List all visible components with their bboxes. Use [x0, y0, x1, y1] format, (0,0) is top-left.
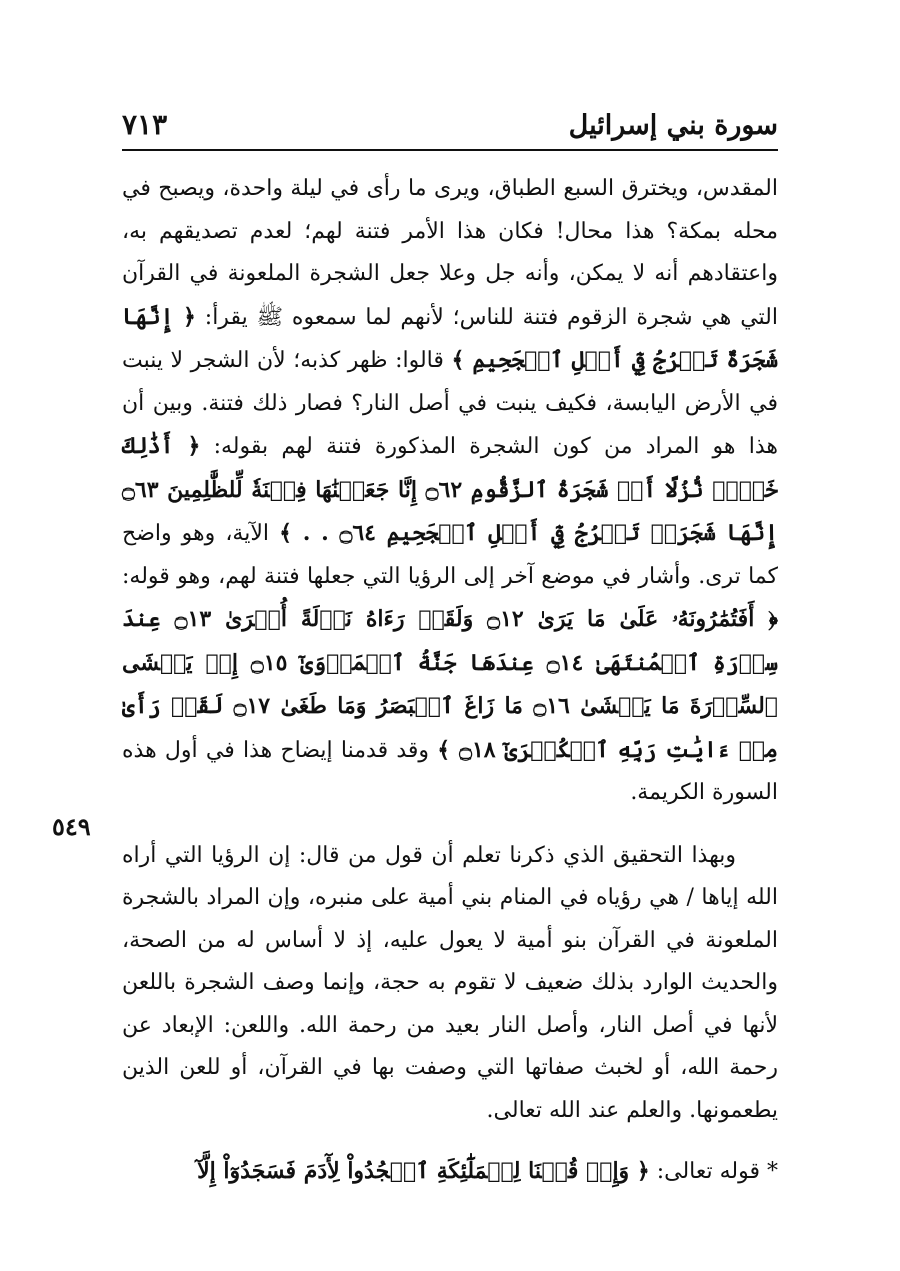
page-header	[122, 108, 778, 146]
surah-title: سورة بني إسرائيل	[568, 110, 778, 141]
quran-verse: ﴿ أَذَٰلِكَ خَيۡرٞ نُّزُلًا أَمۡ شَجَرَةُ ٱلزَّقُّومِ ۝٦٢ إِنَّا جَعَلۡنَٰهَا فِتۡنَةٗ لِّلظَّٰلِمِينَ ۝٦٣ إِنَّهَا شَجَرَةٞ تَخۡرُجُ فِيٓ أَصۡلِ ٱلۡجَحِيمِ ۝٦٤ . . ﴾	[122, 433, 779, 546]
quran-verse: ﴿ إِنَّهَا شَجَرَةٌ تَخۡرُجُ فِيٓ أَصۡلِ ٱلۡجَحِيمِ ﴾	[122, 303, 778, 373]
page-number: ٧١٣	[122, 108, 168, 141]
text-segment: المقدس، ويخترق السبع الطباق، ويرى ما رأى في ليلة واحدة، ويصبح في محله بمكة؟ هذا محال! فكان هذا الأمر فتنة لهم؛ لعدم تصديقهم به، واعتقادهم أنه لا يمكن، وأنه جل وعلا جعل الشجرة الملعونة في القرآن التي هي شجرة الزقوم فتنة للناس؛ لأنهم لما سمعوه ﷺ يقرأ:	[122, 176, 778, 330]
text-segment: الآية، وهو واضح كما ترى. وأشار في موضع آخر إلى الرؤيا التي جعلها فتنة لهم، وهو قوله:	[122, 521, 778, 589]
margin-page-reference: ٥٤٩	[52, 812, 91, 841]
quran-verse: ﴿ وَإِذۡ قُلۡنَا لِلۡمَلَٰٓئِكَةِ ٱسۡجُدُواْ لِأٓدَمَ فَسَجَدُوٓاْ إِلَّآ	[197, 1158, 650, 1184]
quran-verse: ﴿ أَفَتُمَٰرُونَهُۥ عَلَىٰ مَا يَرَىٰ ۝١٢ وَلَقَدۡ رَءَاهُ نَزۡلَةً أُخۡرَىٰ ۝١٣ عِندَ سِدۡرَةِ ٱلۡمُنتَهَىٰ ۝١٤ عِندَهَا جَنَّةُ ٱلۡمَأۡوَىٰٓ ۝١٥ إِذۡ يَغۡشَى ٱلسِّدۡرَةَ مَا يَغۡشَىٰ ۝١٦ مَا زَاغَ ٱلۡبَصَرُ وَمَا طَغَىٰ ۝١٧ لَقَدۡ رَأَىٰ مِنۡ ءَايَٰتِ رَبِّهِ ٱلۡكُبۡرَىٰٓ ۝١٨ ﴾	[122, 606, 778, 763]
paragraph-1	[122, 168, 778, 815]
main-text	[122, 168, 778, 1194]
text-segment: * قوله تعالى:	[649, 1159, 778, 1184]
text-segment: قالوا: ظهر كذبه؛ لأن الشجر لا ينبت في الأرض اليابسة، فكيف ينبت في أصل النار؟ فصار ذلك فتنة. وبين أن هذا هو المراد من كون الشجرة المذكورة فتنة لهم بقوله:	[122, 348, 778, 459]
text-segment: وقد قدمنا إيضاح هذا في أول هذه السورة الكريمة.	[122, 737, 778, 805]
paragraph-2: وبهذا التحقيق الذي ذكرنا تعلم أن قول من قال: إن الرؤيا التي أراه الله إياها / هي رؤياه في المنام بني أمية على منبره، وإن المراد بالشجرة الملعونة في القرآن بنو أمية لا يعول عليه، إذ لا أساس له من الصحة، والحديث الوارد بذلك ضعيف لا تقوم به حجة، وإنما وصف الشجرة باللعن لأنها في أصل النار، وأصل النار بعيد من رحمة الله. واللعن: الإبعاد عن رحمة الله، أو لخبث صفاتها التي وصفت بها في القرآن، أو للعن الذين يطعمونها. والعلم عند الله تعالى.	[122, 842, 778, 1123]
header-divider	[122, 149, 778, 151]
paragraph-3	[122, 1150, 778, 1194]
